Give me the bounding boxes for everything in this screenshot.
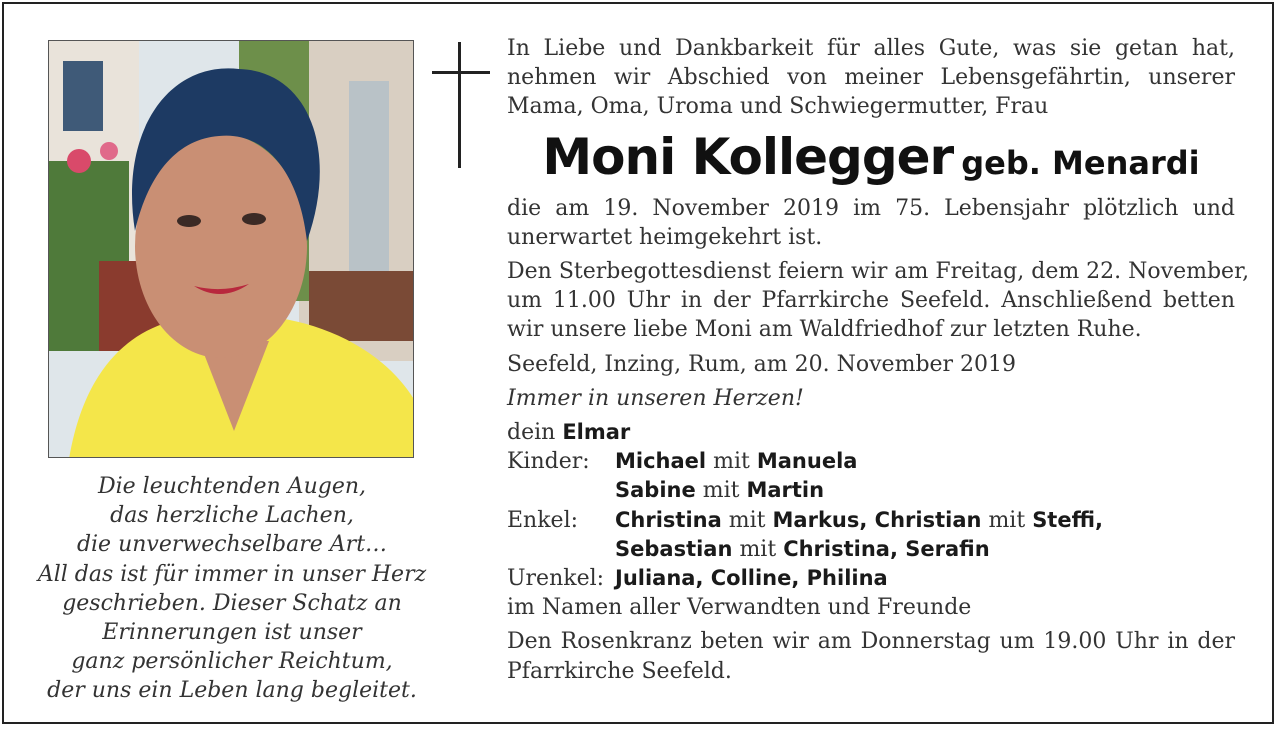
death-line: unerwartet heimgekehrt ist. (507, 224, 823, 250)
place-date: Seefeld, Inzing, Rum, am 20. November 2019 (507, 351, 1017, 377)
poem-line: geschrieben. Dieser Schatz an (62, 590, 402, 616)
poem-line: All das ist für immer in unser Herz (37, 561, 427, 587)
poem-line: die unverwechselbare Art… (76, 532, 388, 558)
urenkel-row (507, 564, 1235, 593)
relatives-row: im Namen aller Verwandten und Freunde (507, 595, 972, 621)
partner-row: dein Elmar (507, 418, 1235, 447)
poem-line: das herzliche Lachen, (110, 503, 354, 529)
poem-line: ganz persönlicher Reichtum, (71, 649, 393, 675)
family-list (507, 418, 1235, 622)
poem-line: der uns ein Leben lang begleitet. (47, 678, 417, 704)
poem-line: Erinnerungen ist unser (102, 620, 362, 646)
deceased-birth-name: geb. Menardi (961, 143, 1200, 182)
portrait-photo (48, 40, 414, 458)
motto: Immer in unseren Herzen! (507, 385, 804, 411)
intro-line: In Liebe und Dankbarkeit für alles Gute, was sie getan hat, (507, 36, 1235, 61)
service-line: um 11.00 Uhr in der Pfarrkirche Seefeld. Anschließend betten (507, 288, 1235, 314)
enkel-label: Enkel: (507, 507, 579, 533)
partner-name: Elmar (562, 420, 631, 445)
service-line: wir unsere liebe Moni am Waldfriedhof zur letzten Ruhe. (507, 317, 1142, 343)
cross-icon (432, 42, 490, 168)
enkel-row: Sebastian mit Christina, Serafin (615, 536, 990, 562)
obituary-page (2, 2, 1274, 724)
memorial-poem (14, 472, 450, 706)
service-paragraph (507, 257, 1250, 345)
rosary-line: Pfarrkirche Seefeld. (507, 658, 732, 684)
enkel-row: Enkel: Christina mit Markus, Christian mit Steffi, (507, 506, 1235, 535)
death-line: die am 19. November 2019 im 75. Lebensjahr plötzlich und (507, 195, 1235, 221)
deceased-name: Moni Kollegger (542, 127, 954, 186)
rosary-paragraph (507, 627, 1235, 685)
death-paragraph (507, 194, 1235, 252)
portrait-illustration (49, 41, 414, 458)
service-line: Den Sterbegottesdienst feiern wir am Freitag, dem 22. November, (507, 259, 1250, 285)
kinder-row: Kinder: Michael mit Manuela (507, 447, 1235, 476)
kinder-label: Kinder: (507, 449, 590, 475)
urenkel-label: Urenkel: (507, 566, 605, 592)
intro-line: Mama, Oma, Uroma und Schwiegermutter, Frau (507, 94, 1049, 120)
intro-line: nehmen wir Abschied von meiner Lebensgefährtin, unserer (507, 65, 1235, 91)
intro-paragraph (507, 34, 1235, 122)
notice-text (507, 34, 1250, 686)
deceased-name-heading (507, 128, 1235, 186)
kinder-row: Sabine mit Martin (615, 478, 825, 504)
urenkel-names: Juliana, Colline, Philina (615, 566, 888, 591)
rosary-line: Den Rosenkranz beten wir am Donnerstag um 19.00 Uhr in der (507, 629, 1235, 655)
poem-line: Die leuchtenden Augen, (97, 474, 367, 499)
